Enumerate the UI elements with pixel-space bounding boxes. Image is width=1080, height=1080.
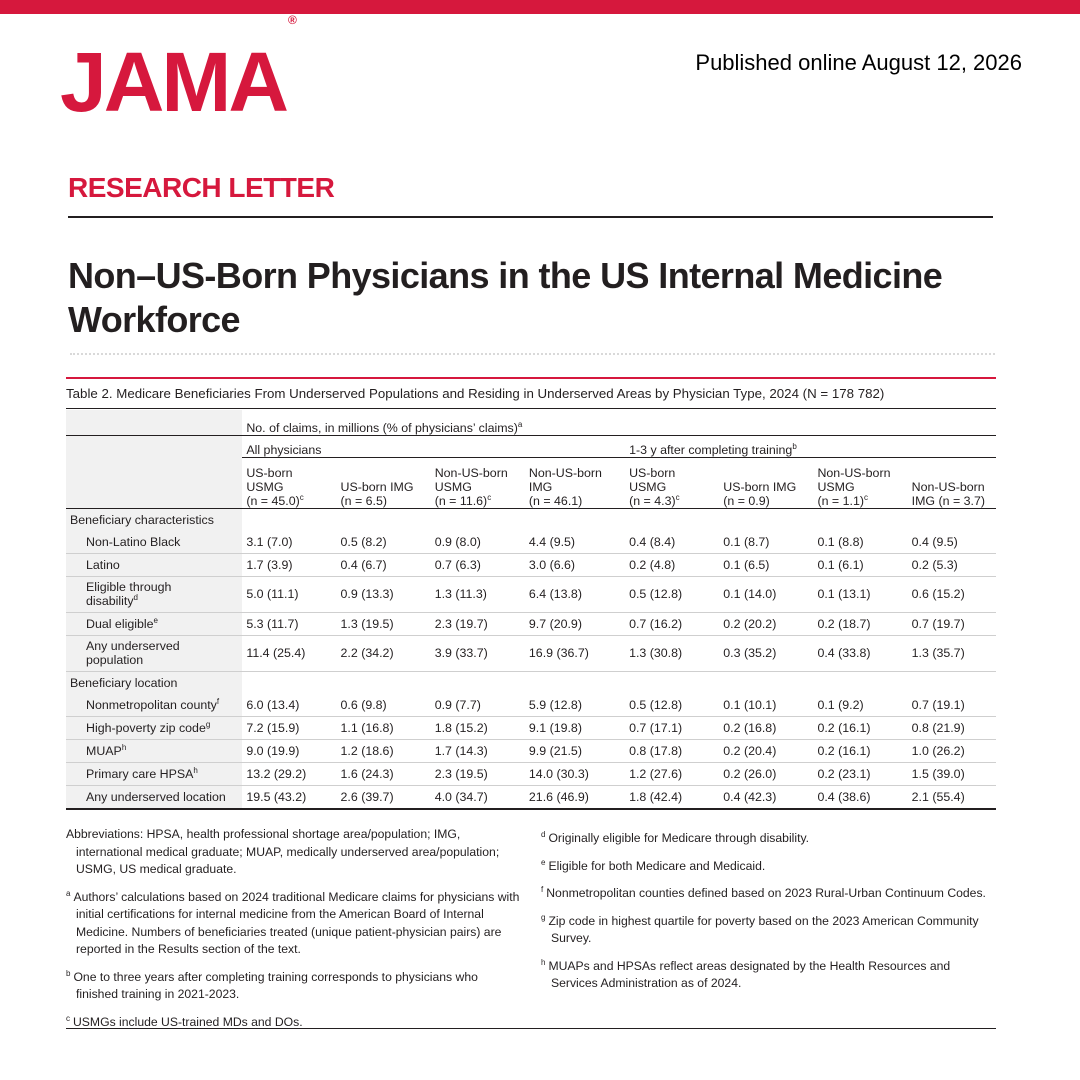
footnote: $^d$ Originally eligible for Medicare through disability.: [541, 830, 810, 845]
table-cell: 0.7 (19.7): [902, 612, 996, 635]
table-cell: 0.7 (16.2): [619, 612, 713, 635]
data-table: [66, 410, 996, 810]
row-label: Eligible through disability$^d$: [66, 576, 242, 612]
table-cell: 1.6 (24.3): [337, 762, 431, 785]
table-cell: 0.1 (13.1): [807, 576, 901, 612]
table-cell: 0.6 (15.2): [902, 576, 996, 612]
table-cell: 9.0 (19.9): [242, 739, 336, 762]
table-cell: 0.1 (8.7): [713, 531, 807, 554]
table-cell: 5.9 (12.8): [525, 694, 619, 717]
table-cell: 0.8 (17.8): [619, 739, 713, 762]
section-divider: [68, 216, 993, 218]
table-cell: 1.8 (15.2): [431, 716, 525, 739]
table-cell: 0.9 (8.0): [431, 531, 525, 554]
row-label: Non-Latino Black: [66, 531, 242, 554]
footnote: $^g$ Zip code in highest quartile for poverty based on the 2023 American Community Survey.: [541, 912, 979, 945]
table-row: [66, 576, 996, 612]
table-cell: 0.4 (9.5): [902, 531, 996, 554]
row-label: Latino: [66, 553, 242, 576]
table-cell: 2.1 (55.4): [902, 785, 996, 809]
table-cell: 0.9 (7.7): [431, 694, 525, 717]
table-cell: 1.2 (18.6): [337, 739, 431, 762]
footnotes-right: [541, 826, 996, 999]
table-cell: 4.0 (34.7): [431, 785, 525, 809]
table-cell: 5.3 (11.7): [242, 612, 336, 635]
registered-mark: ®: [288, 13, 297, 27]
table-row: [66, 612, 996, 635]
table-row: [66, 694, 996, 717]
group-recent-trainees: 1-3 y after completing training$^b$: [619, 435, 996, 457]
top-brand-bar: [0, 0, 1080, 14]
group-all-physicians: All physicians: [242, 435, 619, 457]
table-cell: 9.1 (19.8): [525, 716, 619, 739]
table-cell: 0.2 (5.3): [902, 553, 996, 576]
table-cell: 3.1 (7.0): [242, 531, 336, 554]
column-header: Non-US-born USMG (n = 1.1)$^c$: [817, 465, 891, 508]
table-cell: 0.1 (6.1): [807, 553, 901, 576]
header-blank: [66, 410, 242, 435]
faint-divider: [70, 353, 995, 355]
table-row: [66, 762, 996, 785]
row-label: Any underserved location: [66, 785, 242, 809]
table-top-rule: [66, 377, 996, 379]
table-cell: 0.4 (33.8): [807, 635, 901, 671]
footnote: $^e$ Eligible for both Medicare and Medicaid.: [541, 857, 766, 873]
column-header: US-born USMG (n = 4.3)$^c$: [629, 465, 680, 508]
table-cell: 3.0 (6.6): [525, 553, 619, 576]
table-caption: Table 2. Medicare Beneficiaries From Underserved Populations and Residing in Underserved Areas by Physician Type, 2024 (N = 178 782): [66, 386, 885, 401]
table-row: [66, 553, 996, 576]
table-cell: 0.2 (18.7): [807, 612, 901, 635]
table-cell: 0.2 (16.1): [807, 739, 901, 762]
table-cell: 1.2 (27.6): [619, 762, 713, 785]
table-row: [66, 785, 996, 809]
table-cell: 1.3 (30.8): [619, 635, 713, 671]
footnotes-left: [66, 826, 521, 1037]
table-cell: 0.1 (10.1): [713, 694, 807, 717]
footnote: $^c$ USMGs include US-trained MDs and DOs.: [66, 1013, 303, 1029]
top-header: No. of claims, in millions (% of physicians’ claims)$^a$: [246, 419, 523, 435]
caption-rule: [66, 408, 996, 409]
section-beneficiary-characteristics: Beneficiary characteristics: [66, 508, 996, 531]
table-row: [66, 716, 996, 739]
table-cell: 1.3 (19.5): [337, 612, 431, 635]
table-cell: 0.8 (21.9): [902, 716, 996, 739]
table-row: [66, 739, 996, 762]
table-cell: 0.4 (38.6): [807, 785, 901, 809]
table-cell: 0.2 (23.1): [807, 762, 901, 785]
section-label: RESEARCH LETTER: [68, 172, 335, 203]
footnote: $^a$ Authors’ calculations based on 2024 traditional Medicare claims for physicians with initial certifications for internal medicine from the American Board of Internal Medicine. Numbers of beneficiaries treated (unique patient-physician pairs) are reported in the Results section of the text.: [66, 888, 520, 956]
table-cell: 0.9 (13.3): [337, 576, 431, 612]
row-label: Any underserved population: [66, 635, 242, 671]
table-cell: 0.2 (26.0): [713, 762, 807, 785]
table-cell: 14.0 (30.3): [525, 762, 619, 785]
table-cell: 0.2 (4.8): [619, 553, 713, 576]
table-cell: 0.2 (20.2): [713, 612, 807, 635]
table-cell: 7.2 (15.9): [242, 716, 336, 739]
footnote: $^f$ Nonmetropolitan counties defined based on 2023 Rural-Urban Continuum Codes.: [541, 885, 986, 900]
table-cell: 9.7 (20.9): [525, 612, 619, 635]
row-label: Nonmetropolitan county$^f$: [66, 694, 242, 717]
table-cell: 6.0 (13.4): [242, 694, 336, 717]
table-cell: 19.5 (43.2): [242, 785, 336, 809]
table-cell: 0.3 (35.2): [713, 635, 807, 671]
table-cell: 0.2 (16.1): [807, 716, 901, 739]
table-cell: 0.2 (20.4): [713, 739, 807, 762]
table-cell: 1.5 (39.0): [902, 762, 996, 785]
table-cell: 3.9 (33.7): [431, 635, 525, 671]
table-cell: 9.9 (21.5): [525, 739, 619, 762]
table-cell: 0.1 (6.5): [713, 553, 807, 576]
table-cell: 5.0 (11.1): [242, 576, 336, 612]
row-label: High-poverty zip code$^g$: [66, 716, 242, 739]
column-header: US-born IMG (n = 0.9): [723, 479, 797, 508]
column-header: US-born USMG (n = 45.0)$^c$: [246, 465, 304, 508]
table-cell: 0.1 (9.2): [807, 694, 901, 717]
table-cell: 0.7 (6.3): [431, 553, 525, 576]
table-cell: 0.4 (6.7): [337, 553, 431, 576]
column-header: Non-US-born USMG (n = 11.6)$^c$: [434, 465, 508, 508]
section-beneficiary-location: Beneficiary location: [66, 671, 996, 694]
table-cell: 0.7 (19.1): [902, 694, 996, 717]
table-cell: 0.5 (12.8): [619, 694, 713, 717]
footnote: $^b$ One to three years after completing training corresponds to physicians who finished training in 2021-2023.: [66, 968, 478, 1001]
table-cell: 16.9 (36.7): [525, 635, 619, 671]
table-cell: 2.3 (19.5): [431, 762, 525, 785]
table-cell: 11.4 (25.4): [242, 635, 336, 671]
column-header: Non-US-born IMG (n = 3.7): [911, 479, 985, 508]
row-label: Dual eligible$^e$: [66, 612, 242, 635]
table-cell: 1.7 (14.3): [431, 739, 525, 762]
table-cell: 13.2 (29.2): [242, 762, 336, 785]
table-cell: 1.3 (11.3): [431, 576, 525, 612]
table-cell: 1.7 (3.9): [242, 553, 336, 576]
footnote: Abbreviations: HPSA, health professional shortage area/population; IMG, international medical graduate; MUAP, medically underserved area/population; USMG, US medical graduate.: [66, 827, 500, 876]
table-cell: 0.2 (16.8): [713, 716, 807, 739]
table-cell: 0.1 (14.0): [713, 576, 807, 612]
published-date: Published online August 12, 2026: [695, 50, 1022, 75]
bottom-rule: [66, 1028, 996, 1029]
table-cell: 2.6 (39.7): [337, 785, 431, 809]
table-cell: 1.0 (26.2): [902, 739, 996, 762]
column-header: US-born IMG (n = 6.5): [340, 479, 414, 508]
table-cell: 2.2 (34.2): [337, 635, 431, 671]
table-cell: 1.1 (16.8): [337, 716, 431, 739]
footnote: $^h$ MUAPs and HPSAs reflect areas designated by the Health Resources and Services Administration as of 2024.: [541, 957, 951, 990]
table-cell: 1.8 (42.4): [619, 785, 713, 809]
table-cell: 0.5 (8.2): [337, 531, 431, 554]
table-row: [66, 635, 996, 671]
row-label: MUAP$^h$: [66, 739, 242, 762]
jama-logo: JAMA®: [60, 13, 297, 129]
article-title: Non–US-Born Physicians in the US Internal Medicine Workforce: [68, 255, 943, 340]
table-cell: 4.4 (9.5): [525, 531, 619, 554]
table-cell: 6.4 (13.8): [525, 576, 619, 612]
table-cell: 2.3 (19.7): [431, 612, 525, 635]
row-label: Primary care HPSA$^h$: [66, 762, 242, 785]
table-cell: 0.5 (12.8): [619, 576, 713, 612]
column-header: Non-US-born IMG (n = 46.1): [528, 465, 602, 508]
table-cell: 0.4 (8.4): [619, 531, 713, 554]
table-cell: 0.1 (8.8): [807, 531, 901, 554]
table-cell: 0.7 (17.1): [619, 716, 713, 739]
table-cell: 1.3 (35.7): [902, 635, 996, 671]
table-row: [66, 531, 996, 554]
table-cell: 0.6 (9.8): [337, 694, 431, 717]
table-cell: 0.4 (42.3): [713, 785, 807, 809]
table-cell: 21.6 (46.9): [525, 785, 619, 809]
